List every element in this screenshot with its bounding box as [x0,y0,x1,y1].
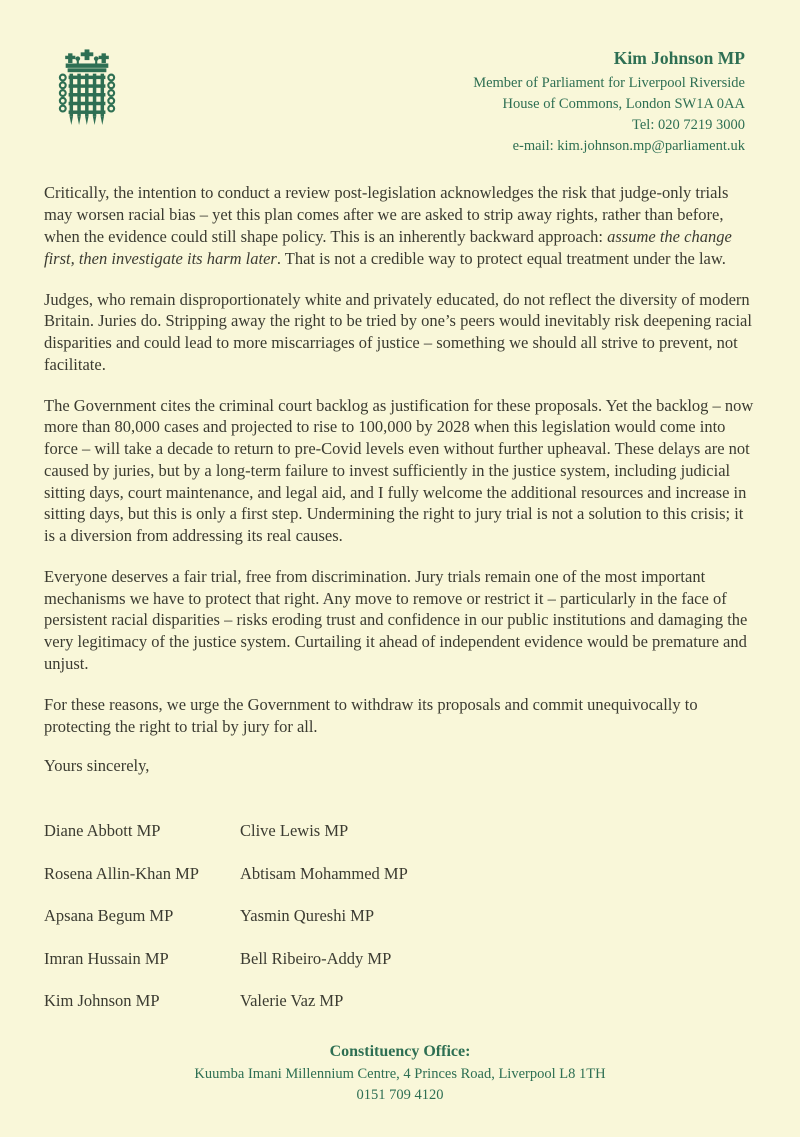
paragraph-text: The Government cites the criminal court backlog as justification for these proposals. Yet the backlog – now more than 80,000 cases and projected to rise to 100,000 by 2028 when this legislation would come into force – will take a decade to return to pre-Covid levels even without further upheaval. These delays are not caused by juries, but by a long-term failure to invest sufficiently in the justice system, including judicial sitting days, court maintenance, and legal aid, and I fully welcome the additional resources and increase in sitting days, but this is only a first step. Undermining the right to jury trial is not a solution to this crisis; it is a diversion from addressing its real causes. [44,395,754,546]
signatory-name: Diane Abbott MP [44,821,161,841]
header-address-line: House of Commons, London SW1A 0AA [502,96,745,113]
mp-name: Kim Johnson MP [613,48,745,68]
header-address-line: Tel: 020 7219 3000 [632,117,745,134]
footer-phone: 0151 709 4120 [356,1087,444,1104]
constituency-office-footer [0,1040,800,1108]
signatory-name: Clive Lewis MP [240,821,349,841]
header-address-lines [473,73,745,157]
paragraph-text: Critically, the intention to conduct a review post-legislation acknowledges the risk that judge-only trials may worsen racial bias – yet this plan comes after we are asked to strip away rights, rather than before, when the evidence could still shape policy. This is an inherently backward approach: [44,183,729,246]
letter-body [44,182,755,737]
letter-paragraph [44,566,755,675]
paragraph-text: For these reasons, we urge the Government to withdraw its proposals and commit unequivocally to protecting the right to trial by jury for all. [44,694,698,736]
letter-paragraph [44,395,755,547]
letter-paragraph [44,694,755,738]
letter-paragraph [44,289,755,376]
signatory-name: Imran Hussain MP [44,948,169,968]
letterhead-contact-block [473,46,745,157]
header-address-line: Member of Parliament for Liverpool Riverside [473,75,745,92]
paragraph-text: . That is not a credible way to protect equal treatment under the law. [276,248,726,268]
valediction: Yours sincerely, [44,756,150,776]
letter-content [0,157,800,1011]
signatory-name: Rosena Allin-Khan MP [44,863,199,883]
paragraph-text: Judges, who remain disproportionately white and privately educated, do not reflect the diversity of modern Britain. Juries do. Stripping away the right to be tried by one’s peers would inevitably risk deepening racial disparities and could lead to more miscarriages of justice – something we should all strive to prevent, not facilitate. [44,289,752,374]
signatory-name: Apsana Begum MP [44,906,174,926]
portcullis-icon [56,48,118,145]
signatory-name: Yasmin Qureshi MP [240,906,375,926]
letter-paragraph [44,182,755,269]
signatory-name: Valerie Vaz MP [240,991,344,1011]
signatory-name: Kim Johnson MP [44,991,160,1011]
signatory-name: Abtisam Mohammed MP [240,863,408,883]
footer-title: Constituency Office: [329,1042,471,1060]
header-address-line: e-mail: kim.johnson.mp@parliament.uk [512,138,745,155]
italic-phrase: assume the change first, then investigate its harm later [44,226,732,268]
signatories-grid [44,821,755,1011]
paragraph-text: Everyone deserves a fair trial, free from discrimination. Jury trials remain one of the most important mechanisms we have to protect that right. Any move to remove or restrict it – particularly in the face of persistent racial disparities – risks eroding trust and confidence in our public institutions and damaging the very legitimacy of the justice system. Curtailing it ahead of independent evidence would be premature and unjust. [44,566,748,673]
letterhead [0,0,800,157]
footer-address: Kuumba Imani Millennium Centre, 4 Princes Road, Liverpool L8 1TH [194,1065,606,1082]
signatory-name: Bell Ribeiro-Addy MP [240,948,392,968]
